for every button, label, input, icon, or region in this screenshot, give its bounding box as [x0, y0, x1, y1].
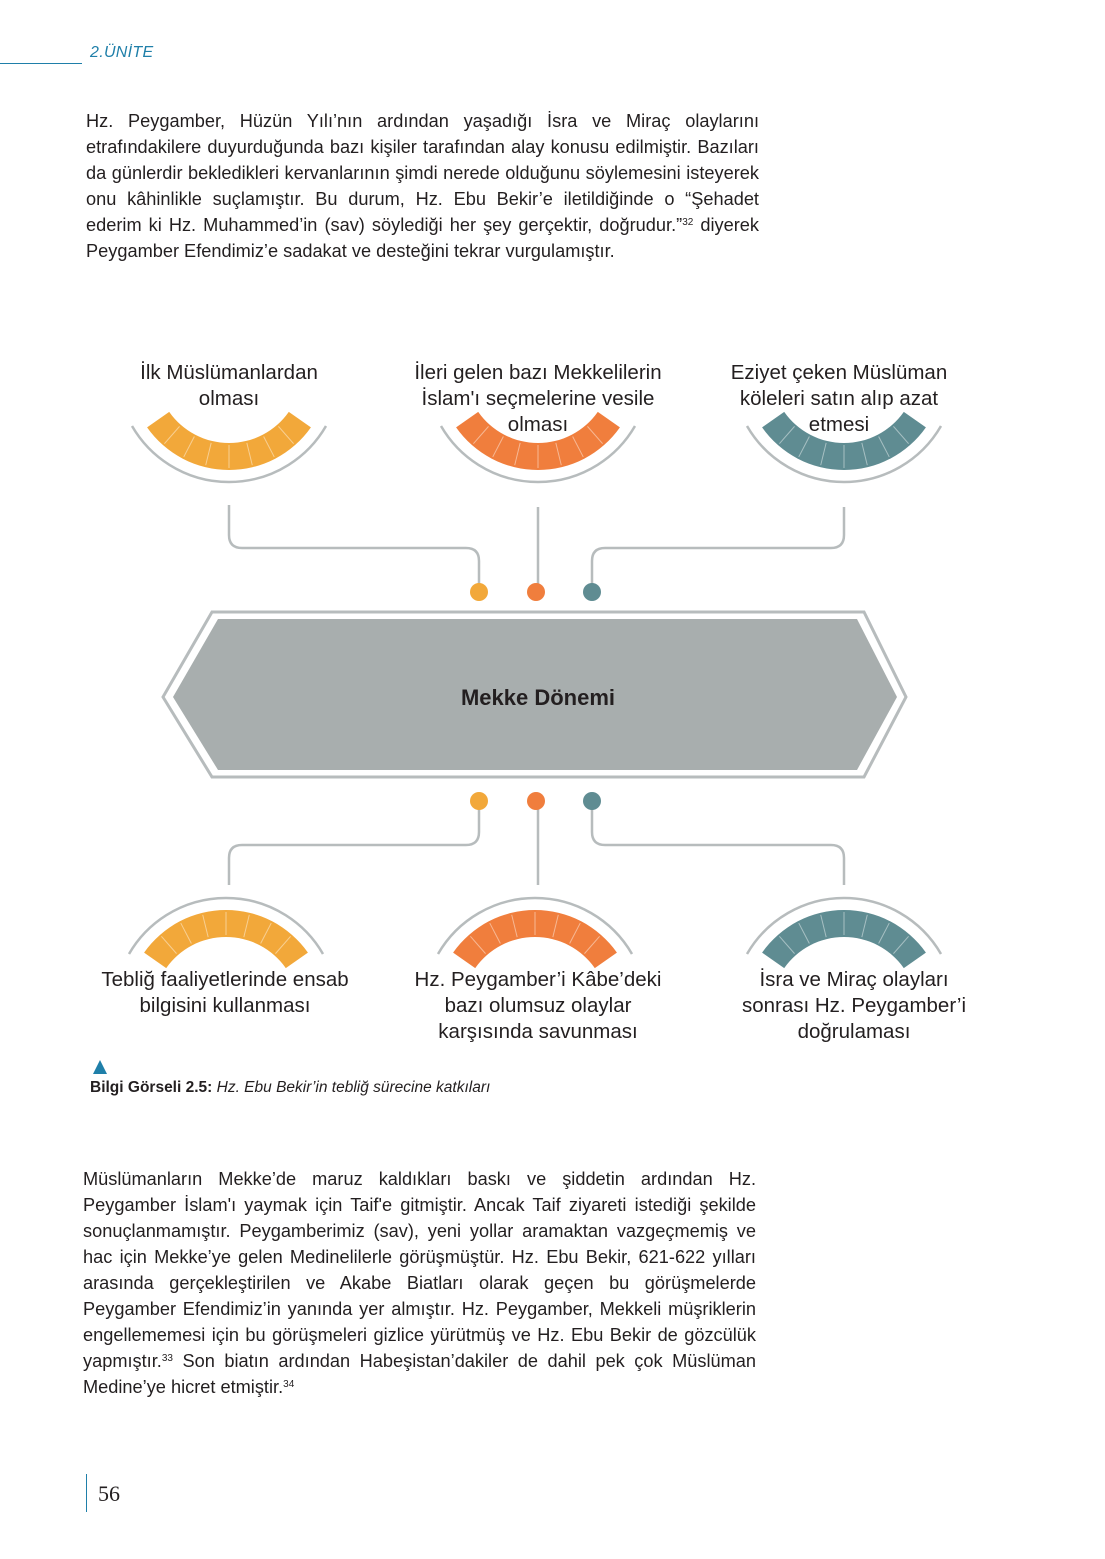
bottom-dot-2: [527, 792, 545, 810]
body-text-a: Müslümanların Mekke’de maruz kaldıkları baskı ve şiddetin ardından Hz. Peygamber İslam'ı yaymak için Taif'e gitmiştir. Ancak Taif ziyareti istediği şekilde sonuçlanmamıştır. Peygamberimiz (sav), yeni yollar aramaktan vazgeçmemiş ve hac için Mekke’ye gelen Medinelilerle görüşmüştür. Hz. Ebu Bekir, 621-622 yılları arasında gerçekleştirilen ve Akabe Biatları olarak geçen bu görüşmelerde Peygamber Efendimiz’in yanında yer almıştır. Hz. Peygamber, Mekkeli müşriklerin engellememesi için bu görüşmeleri gizlice yürütmüş ve Hz. Ebu Bekir de gözcülük yapmıştır.: [83, 1169, 756, 1371]
top-dot-1: [470, 583, 488, 601]
connector-bottom-right: [592, 802, 844, 885]
bottom-item-1-label: Tebliğ faaliyetlerinde ensab bilgisini kullanması: [101, 968, 349, 1017]
connector-top-right: [592, 507, 844, 590]
header-rule: [0, 63, 82, 64]
body-text-b: Son biatın ardından Habeşistan’dakiler de dahil pek çok Müslüman Medine’ye hicret etmiştir.: [83, 1351, 756, 1397]
contributions-diagram: [0, 340, 1105, 1060]
bottom-item-2-label: Hz. Peygamber’i Kâbe’deki bazı olumsuz olaylar karşısında savunması: [414, 968, 662, 1043]
top-item-1-label: İlk Müslümanlardan olması: [140, 361, 318, 410]
intro-text-b: diyerek Peygamber Efendimiz’e sadakat ve desteğini tekrar vurgulamıştır.: [86, 215, 759, 261]
intro-paragraph: [86, 108, 759, 264]
top-dot-2: [527, 583, 545, 601]
caption-text: Hz. Ebu Bekir’in tebliğ sürecine katkıları: [216, 1079, 491, 1096]
connector-bottom-left: [229, 802, 479, 885]
footnote-ref-33: 33: [161, 1353, 173, 1364]
footer-rule: [86, 1474, 87, 1512]
unit-label: 2.ÜNİTE: [90, 44, 154, 61]
center-label: Mekke Dönemi: [460, 685, 616, 710]
figure-caption: [90, 1079, 490, 1097]
bottom-item-3-label: İsra ve Miraç olayları sonrası Hz. Peygamber’i doğrulaması: [741, 968, 967, 1043]
top-item-2-label: İleri gelen bazı Mekkelilerin İslam'ı seçmelerine vesile olması: [414, 361, 662, 436]
body-paragraph: [83, 1166, 756, 1400]
caption-title: Bilgi Görseli 2.5:: [90, 1079, 213, 1096]
intro-text-a: Hz. Peygamber, Hüzün Yılı’nın ardından yaşadığı İsra ve Miraç olaylarını etrafındakilere duyurduğunda bazı kişiler tarafından alay konusu edilmiştir. Bazıları da günlerdir bekledikleri kervanlarının şimdi nerede olduğunu söylemesini isteyerek onu kâhinlikle suçlamıştır. Bu durum, Hz. Ebu Bekir’e iletildiğinde o “Şehadet ederim ki Hz. Muhammed’in (sav) söylediği her şey gerçektir, doğrudur.”: [86, 111, 759, 235]
footnote-ref-34: 34: [283, 1379, 295, 1390]
bottom-dot-3: [583, 792, 601, 810]
connector-top-left: [229, 505, 479, 590]
caption-arrow-icon: [92, 1059, 108, 1075]
top-dot-3: [583, 583, 601, 601]
page-number: 56: [98, 1481, 120, 1506]
bottom-dot-1: [470, 792, 488, 810]
footnote-ref-32: 32: [682, 217, 694, 228]
top-item-3-label: Eziyet çeken Müslüman köleleri satın alıp azat etmesi: [730, 361, 948, 436]
